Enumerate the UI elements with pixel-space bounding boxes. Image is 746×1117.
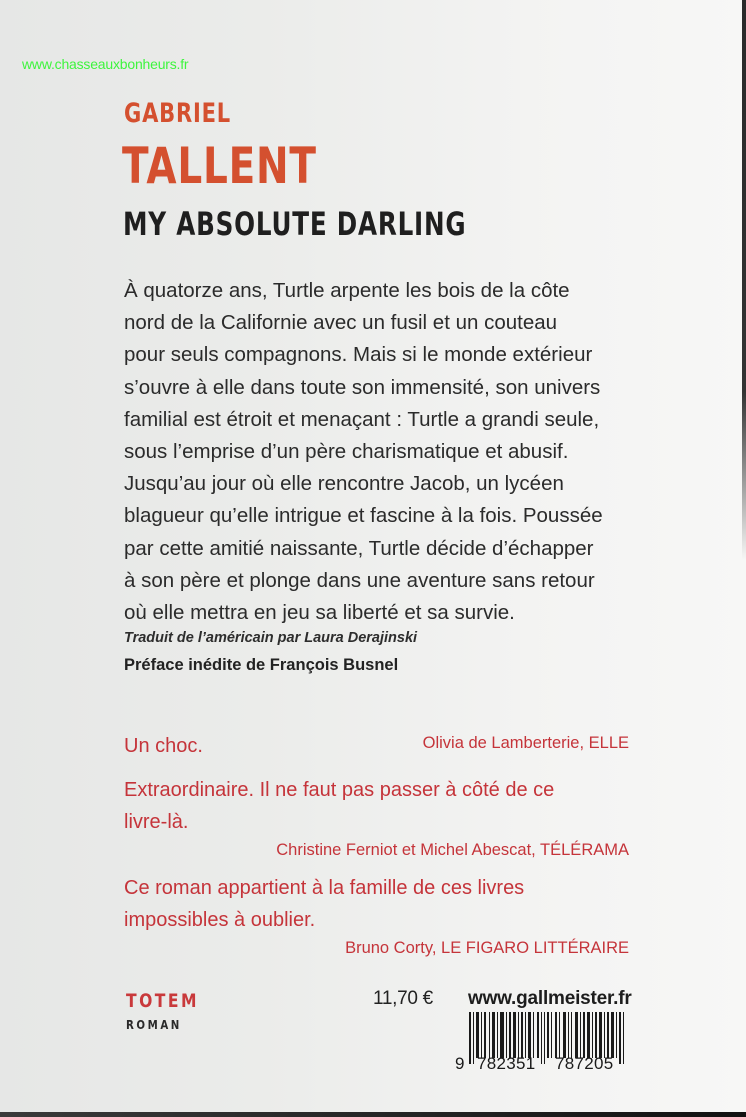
author-last-name: TALLENT — [122, 137, 317, 195]
isbn-group1: 782351 — [477, 1054, 536, 1073]
cover-bottom-edge — [0, 1112, 746, 1117]
synopsis-line: Jusqu’au jour où elle rencontre Jacob, un lycéen — [124, 472, 564, 496]
synopsis-line: sous l’emprise d’un père charismatique et abusif. — [124, 440, 569, 464]
review-item — [124, 872, 629, 960]
synopsis-line: blagueur qu’elle intrigue et fascine à la fois. Poussée — [124, 504, 603, 528]
review-quote: impossibles à oublier. — [124, 909, 316, 931]
press-reviews — [124, 730, 629, 960]
isbn-prefix: 9 — [455, 1054, 465, 1073]
synopsis-line: familial est étroit et menaçant : Turtle a grandi seule, — [124, 407, 600, 431]
review-quote: Ce roman appartient à la famille de ces livres — [124, 877, 525, 899]
review-source: Olivia de Lamberterie, ELLE — [422, 734, 629, 752]
synopsis-line: s’ouvre à elle dans toute son immensité, son univers — [124, 375, 601, 399]
isbn-group2: 787205 — [555, 1054, 614, 1073]
cover-edge-shadow — [742, 0, 746, 560]
synopsis — [124, 275, 644, 629]
synopsis-line: pour seuls compagnons. Mais si le monde extérieur — [124, 343, 593, 367]
isbn-barcode — [455, 1012, 635, 1072]
preface-credit: Préface inédite de François Busnel — [124, 656, 399, 674]
review-quote: Extraordinaire. Il ne faut pas passer à côté de ce — [124, 779, 555, 801]
credits — [124, 630, 417, 675]
synopsis-line: à son père et plonge dans une aventure sans retour — [124, 568, 595, 592]
book-title: MY ABSOLUTE DARLING — [123, 205, 467, 243]
collection-name: TOTEM — [126, 990, 199, 1012]
review-item — [124, 774, 629, 862]
publisher-website-link[interactable]: www.gallmeister.fr — [468, 988, 632, 1009]
synopsis-line: À quatorze ans, Turtle arpente les bois de la côte — [124, 279, 570, 302]
author-first-name: GABRIEL — [124, 98, 231, 129]
watermark-link[interactable]: www.chasseauxbonheurs.fr — [22, 56, 189, 72]
synopsis-line: par cette amitié naissante, Turtle décide d’échapper — [124, 536, 594, 560]
price: 11,70 € — [373, 988, 433, 1009]
translator-credit: Traduit de l’américain par Laura Derajinski — [124, 630, 418, 646]
synopsis-line: nord de la Californie avec un fusil et un couteau — [124, 311, 558, 335]
review-quote: Un choc. — [124, 735, 203, 757]
genre-label: ROMAN — [126, 1018, 182, 1032]
synopsis-line: où elle mettra en jeu sa liberté et sa survie. — [124, 601, 515, 625]
review-source: Bruno Corty, LE FIGARO LITTÉRAIRE — [345, 939, 629, 957]
review-item — [124, 730, 629, 774]
review-source: Christine Ferniot et Michel Abescat, TÉLÉRAMA — [276, 841, 629, 859]
review-quote: livre-là. — [124, 811, 189, 833]
collection-imprint — [126, 990, 215, 1032]
